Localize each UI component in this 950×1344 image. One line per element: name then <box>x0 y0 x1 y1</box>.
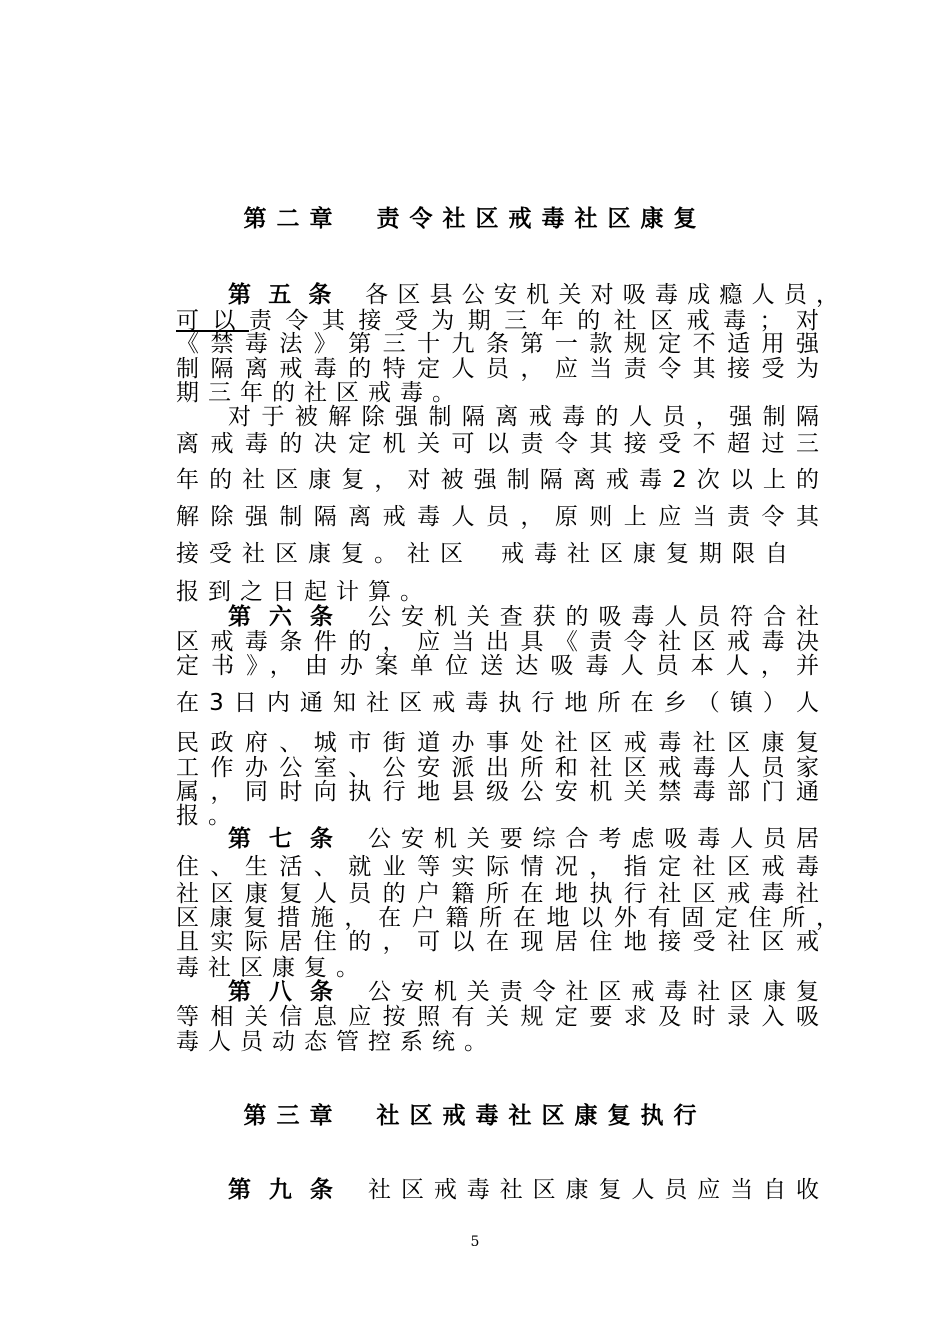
article-5-text-1: 各区县公安机关对吸毒成瘾人员， <box>365 282 839 308</box>
article-6-label: 第六条 <box>228 604 351 630</box>
article-5-para-2-line-3: 年的社区康复，对被强制隔离戒毒2次以上的 <box>176 467 819 493</box>
article-7-line-2: 住、生活、就业等实际情况，指定社区戒毒 <box>176 854 819 880</box>
article-5-para-2-line-1: 对于被解除强制隔离戒毒的人员，强制隔 <box>228 404 819 430</box>
article-6-line-8: 报。 <box>176 803 240 829</box>
article-8-label: 第八条 <box>228 979 351 1005</box>
article-5-text-2: 责令其接受为期三年的社区戒毒；对 <box>248 308 819 334</box>
article-5-label: 第五条 <box>228 282 349 308</box>
chapter-2-heading <box>0 203 950 235</box>
article-5-line-5: 期三年的社区戒毒。 <box>176 380 464 406</box>
article-6-line-5: 民政府、城市街道办事处社区戒毒社区康复 <box>176 730 819 756</box>
chapter-3-title: 第三章 <box>243 1103 343 1129</box>
article-6-text-1: 公安机关查获的吸毒人员符合社 <box>368 604 819 630</box>
chapter-3-heading <box>0 1100 950 1132</box>
article-5-line-3: 《禁毒法》第三十九条第一款规定不适用强 <box>176 331 819 357</box>
article-7-line-5: 且实际居住的，可以在现居住地接受社区戒 <box>176 929 819 955</box>
article-7-line-1 <box>228 824 819 854</box>
article-7-label: 第七条 <box>228 826 351 852</box>
chapter-2-title: 第二章 <box>243 206 343 232</box>
article-5-para-2-text-5a: 接受社区康复。社区 <box>176 541 473 567</box>
article-5-para-2-line-5 <box>176 539 819 569</box>
article-5-line-4: 制隔离戒毒的特定人员，应当责令其接受为 <box>176 356 819 382</box>
article-7-text-1: 公安机关要综合考虑吸毒人员居 <box>368 826 819 852</box>
chapter-3-subtitle: 社区戒毒社区康复执行 <box>376 1103 707 1129</box>
article-5-para-2-line-4: 解除强制隔离戒毒人员，原则上应当责令其 <box>176 504 819 530</box>
article-9-label: 第九条 <box>228 1177 351 1203</box>
article-9-line-1 <box>228 1175 819 1205</box>
article-8-text-1: 公安机关责令社区戒毒社区康复 <box>368 979 819 1005</box>
article-8-line-2: 等相关信息应按照有关规定要求及时录入吸 <box>176 1004 819 1030</box>
article-5-underlined-text: 可以 <box>176 308 249 334</box>
article-7-line-4: 区康复措施，在户籍所在地以外有固定住所， <box>176 905 839 931</box>
article-5-para-2-line-6: 报到之日起计算。 <box>176 579 432 605</box>
article-6-line-2: 区戒毒条件的，应当出具《责令社区戒毒决 <box>176 629 819 655</box>
chapter-2-subtitle: 责令社区戒毒社区康复 <box>376 206 707 232</box>
article-6-line-4: 在3日内通知社区戒毒执行地所在乡（镇）人 <box>176 690 819 716</box>
article-8-line-3: 毒人员动态管控系统。 <box>176 1029 496 1055</box>
article-7-line-6: 毒社区康复。 <box>176 955 368 981</box>
article-6-line-3: 定书》，由办案单位送达吸毒人员本人，并 <box>176 653 819 679</box>
article-9-text-1: 社区戒毒社区康复人员应当自收 <box>368 1177 819 1203</box>
page-number: 5 <box>470 1234 480 1250</box>
article-5-para-2-text-5b: 戒毒社区康复期限自 <box>501 541 798 567</box>
article-7-line-3: 社区康复人员的户籍所在地执行社区戒毒社 <box>176 881 819 907</box>
article-6-line-7: 属，同时向执行地县级公安机关禁毒部门通 <box>176 779 819 805</box>
article-6-line-6: 工作办公室、公安派出所和社区戒毒人员家 <box>176 755 819 781</box>
article-5-para-2-line-2: 离戒毒的决定机关可以责令其接受不超过三 <box>176 431 819 457</box>
